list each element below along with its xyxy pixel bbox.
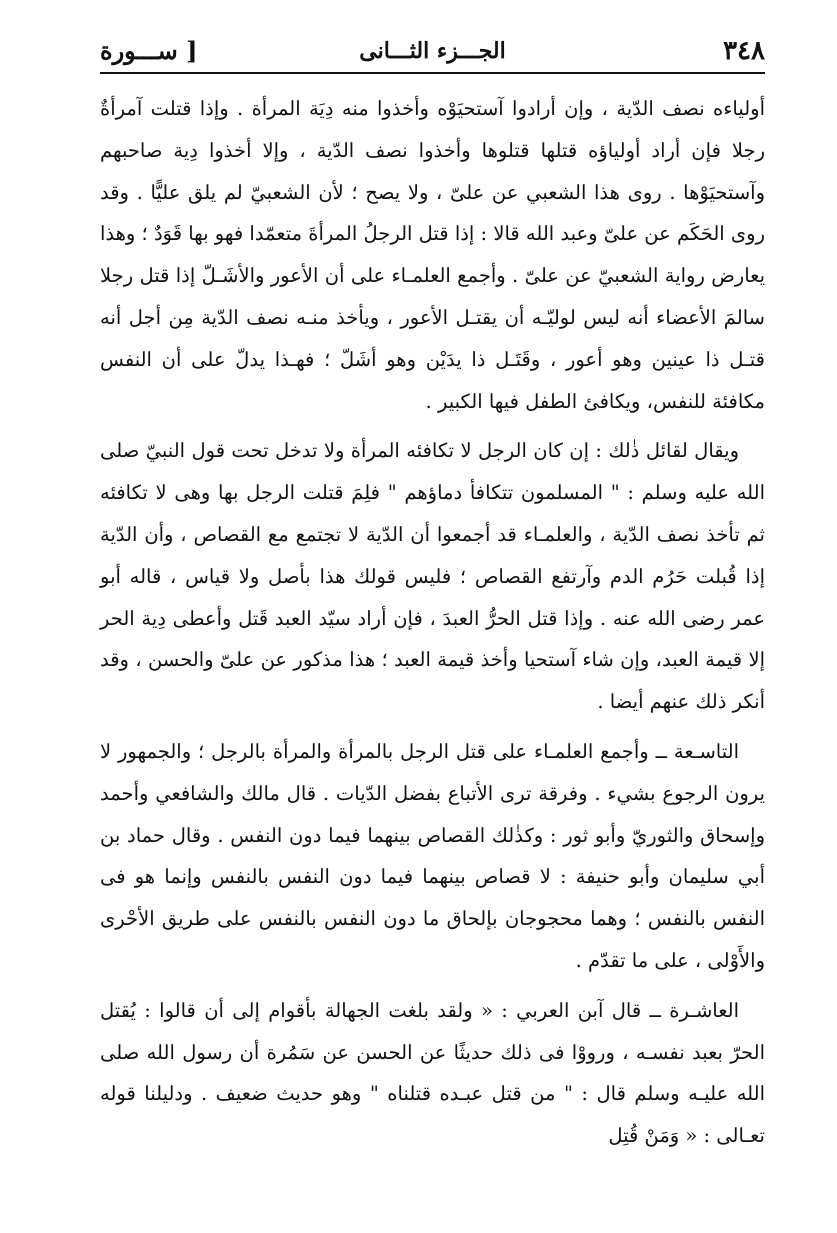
page-header bbox=[100, 34, 765, 74]
paragraph: أولياءه نصف الدّية ، وإن أرادوا آستحيَوْه وأخذوا منه دِيَة المرأة . وإذا قتلت آمرأةٌ رجلا فإن أراد أولياؤه قتلها قتلوها وأخذوا نصف الدّية ، وإلا أخذوا دِية صاحبهم وآستحيَوْها . روى هذا الشعبي عن علىّ ، ولا يصح ؛ لأن الشعبيّ لم يلق عليًّا . وقد روى الحَكَم عن علىّ وعبد الله قالا : إذا قتل الرجلُ المرأةَ متعمّدا فهو بها قَوَدٌ ؛ وهذا يعارض رواية الشعبيّ عن علىّ . وأجمع العلمـاء على أن الأعور والأشَـلّ إذا قتل رجلا سالمَ الأعضاء أنه ليس لوليّـه أن يقتـل الأعور ، ويأخذ منـه نصف الدّية مِن أجل أنه قتـل ذا عينين وهو أعور ، وقَتَـل ذا يدَيْن وهو أشَلّ ؛ فهـذا يدلّ على أن النفس مكافئة للنفس، ويكافئ الطفل فيها الكبير . bbox=[100, 97, 765, 413]
paragraph: العاشـرة ــ قال آبن العربي : « ولقد بلغت الجهالة بأقوام إلى أن قالوا : يُقتل الحرّ بعبد نفسـه ، ورووْا فى ذلك حديثًا عن الحسن عن سَمُرة أن رسول الله صلى الله عليـه وسلم قال : " من قتل عبـده قتلناه " وهو حديث ضعيف . ودليلنا قوله تعـالى : « وَمَنْ قُتِل bbox=[100, 998, 765, 1148]
paragraph: التاسـعة ــ وأجمع العلمـاء على قتل الرجل بالمرأة والمرأة بالرجل ؛ والجمهور لا يرون الرجوع بشيء . وفرقة ترى الأتباع بفضل الدّيات . قال مالك والشافعي وأحمد وإسحاق والثوريّ وأبو ثور : وكذٰلك القصاص بينهما فيما دون النفس . وقال حماد بن أبي سليمان وأبو حنيفة : لا قصاص بينهما فيما دون النفس بالنفس وإنما هو فى النفس بالنفس ؛ وهما محجوجان بإلحاق ما دون النفس بالنفس على طريق الأحْرى والأَوْلى ، على ما تقدّم . bbox=[100, 739, 765, 972]
page-number: ٣٤٨ bbox=[723, 36, 765, 66]
body-text bbox=[100, 88, 765, 1157]
running-title: الجـــزء الثـــانى bbox=[359, 38, 506, 64]
header-rule bbox=[100, 72, 765, 74]
surah-heading: [ ســـورة bbox=[100, 36, 198, 65]
paragraph: ويقال لقائل ذٰلك : إن كان الرجل لا تكافئه المرأة ولا تدخل تحت قول النبيّ صلى الله عليه وسلم : " المسلمون تتكافأ دماؤهم " فلِمَ قتلت الرجل بها وهى لا تكافئه ثم تأخذ نصف الدّية ، والعلمـاء قد أجمعوا أن الدّية لا تجتمع مع القصاص ، وأن الدّية إذا قُبلت حَرُم الدم وآرتفع القصاص ؛ فليس قولك هذا بأصل ولا قياس ، قاله أبو عمر رضى الله عنه . وإذا قتل الحرُّ العبدَ ، فإن أراد سيّد العبد قَتل وأعطى دِية الحر إلا قيمة العبد، وإن شاء آستحيا وأخذ قيمة العبد ؛ هذا مذكور عن علىّ والحسن ، وقد أنكر ذلك عنهم أيضا . bbox=[100, 439, 765, 714]
